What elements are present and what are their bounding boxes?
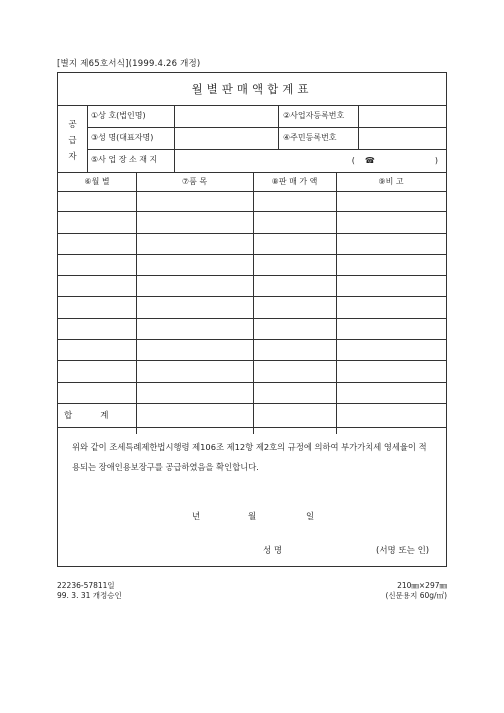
phone-close-paren: ) <box>434 156 438 165</box>
total-label: 합계 <box>64 411 137 421</box>
business-address-label: ⑤사 업 장 소 재 지 <box>87 149 175 172</box>
supplier-row <box>87 127 446 150</box>
supplier-label-char: 공 <box>68 120 77 130</box>
business-reg-number-field[interactable] <box>359 105 446 127</box>
form-title: 월별판매액합계표 <box>58 73 446 106</box>
table-row[interactable] <box>58 191 446 212</box>
business-name-label: ①상 호(법인명) <box>87 105 175 127</box>
table-header <box>58 172 446 192</box>
header-month: ⑥월 별 <box>84 177 110 186</box>
resident-number-label: ④주민등록번호 <box>279 127 359 149</box>
header-sales-amount: ⑧판 매 가 액 <box>271 177 318 186</box>
table-row[interactable] <box>58 234 446 255</box>
sales-table <box>58 172 446 434</box>
table-row[interactable] <box>58 255 446 276</box>
form-number-note: [별지 제65호서식](1999.4.26 개정) <box>57 59 201 69</box>
table-row[interactable] <box>58 212 446 233</box>
phone-open-paren: ( <box>351 156 355 165</box>
paper-size: 210㎜×297㎜ <box>397 581 447 590</box>
confirmation-text: 위와 같이 조세특례제한법시행령 제106조 제12항 제2호의 규정에 의하여 부가가치세 영세율이 적용되는 장애인용보장구를 공급하였음을 확인합니다. <box>72 442 427 472</box>
supplier-label <box>58 105 88 172</box>
signature-label: 성 명 <box>263 546 283 556</box>
approval-number: 22236-57811일 <box>57 581 115 590</box>
table-row[interactable] <box>58 340 446 361</box>
resident-number-field[interactable] <box>359 127 446 149</box>
footer-left <box>57 581 122 601</box>
date-month: 월 <box>248 512 257 522</box>
signature-note: (서명 또는 인) <box>376 546 430 556</box>
header-item: ⑦품 목 <box>181 177 208 186</box>
table-row[interactable] <box>58 276 446 297</box>
supplier-section <box>58 105 446 173</box>
supplier-label-char: 자 <box>68 152 77 162</box>
paper-type: (신문용지 60g/㎡) <box>385 591 447 600</box>
monthly-sales-form <box>57 72 447 567</box>
table-row[interactable] <box>58 319 446 340</box>
date-day: 일 <box>306 512 315 522</box>
supplier-row <box>87 149 446 172</box>
representative-name-label: ③성 명(대표자명) <box>87 127 175 149</box>
phone-icon: ☎ <box>364 156 375 165</box>
header-remarks: ⑨비 고 <box>378 177 404 186</box>
business-reg-number-label: ②사업자등록번호 <box>279 105 359 127</box>
representative-name-field[interactable] <box>175 127 279 149</box>
total-row[interactable] <box>58 404 446 428</box>
supplier-label-char: 급 <box>68 136 77 146</box>
table-row[interactable] <box>58 298 446 319</box>
footer-right <box>385 581 447 601</box>
business-name-field[interactable] <box>175 105 279 127</box>
table-row[interactable] <box>58 361 446 382</box>
table-row[interactable] <box>58 383 446 404</box>
phone-field[interactable] <box>352 149 438 172</box>
approval-date: 99. 3. 31 개정승인 <box>57 591 122 600</box>
supplier-row <box>87 105 446 128</box>
date-year: 년 <box>192 512 201 522</box>
